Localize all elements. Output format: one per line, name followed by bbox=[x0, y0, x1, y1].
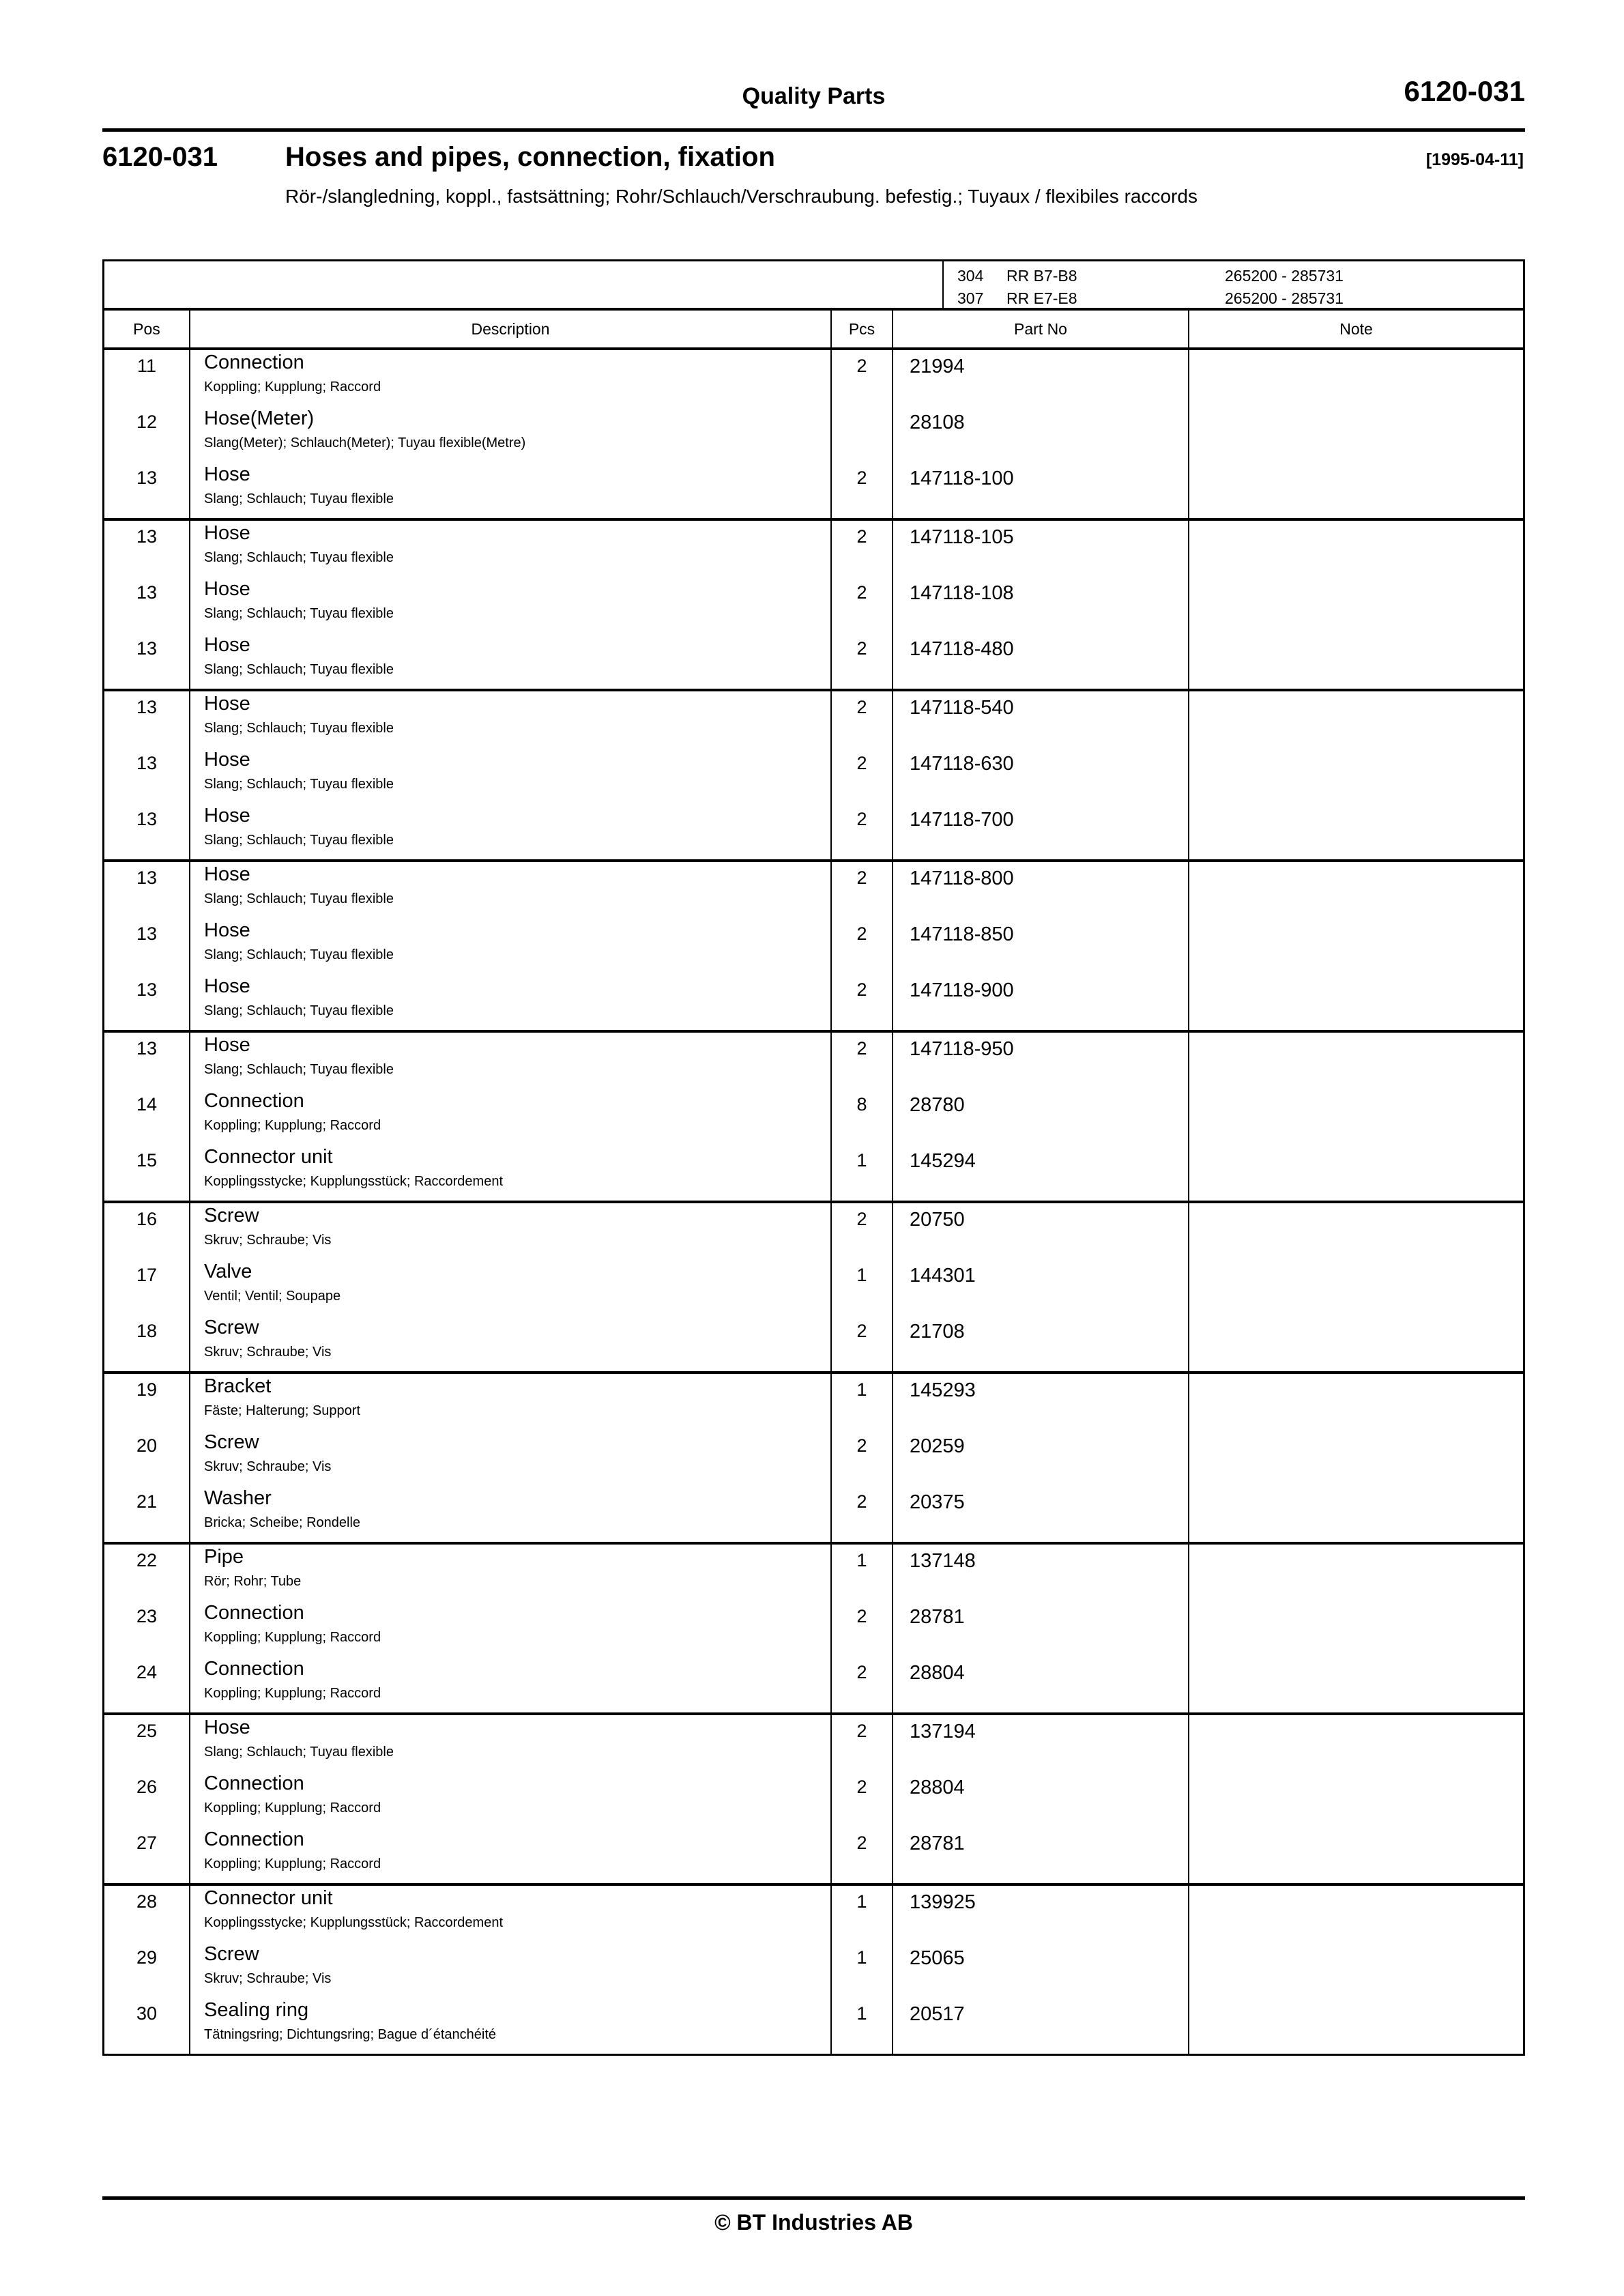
cell-part-no: 21708 bbox=[893, 1315, 1189, 1371]
part-name: Connection bbox=[204, 1828, 304, 1850]
page-title: Hoses and pipes, connection, fixation bbox=[285, 142, 775, 172]
section-number: 6120-031 bbox=[102, 142, 218, 172]
cell-pcs: 1 bbox=[832, 1942, 893, 1998]
table-row[interactable] bbox=[104, 462, 1523, 518]
cell-note bbox=[1189, 974, 1523, 1030]
subtitle-multilang: Rör-/slangledning, koppl., fastsättning; Rohr/Schlauch/Verschraubung. befestig.; Tuyaux / flexibiles raccords bbox=[285, 186, 1198, 207]
table-row[interactable] bbox=[104, 1486, 1523, 1542]
part-name-translations: Skruv; Schraube; Vis bbox=[204, 1971, 332, 1986]
part-name-translations: Slang; Schlauch; Tuyau flexible bbox=[204, 777, 394, 792]
part-name-translations: Slang; Schlauch; Tuyau flexible bbox=[204, 1062, 394, 1077]
cell-pcs: 2 bbox=[832, 1827, 893, 1883]
cell-pcs: 1 bbox=[832, 1374, 893, 1430]
part-name-translations: Slang; Schlauch; Tuyau flexible bbox=[204, 550, 394, 565]
model-code: 307 bbox=[957, 289, 984, 307]
cell-pos: 23 bbox=[104, 1601, 190, 1656]
cell-description bbox=[190, 803, 832, 859]
cell-pcs: 2 bbox=[832, 1486, 893, 1542]
cell-pos: 13 bbox=[104, 577, 190, 633]
model-serial-range: 265200 - 285731 bbox=[1225, 289, 1344, 307]
cell-note bbox=[1189, 1089, 1523, 1145]
part-name: Washer bbox=[204, 1487, 272, 1509]
cell-description bbox=[190, 747, 832, 803]
table-row[interactable] bbox=[104, 1430, 1523, 1486]
table-row[interactable] bbox=[104, 1545, 1523, 1601]
cell-description bbox=[190, 1886, 832, 1942]
cell-part-no: 21994 bbox=[893, 350, 1189, 406]
cell-part-no: 28781 bbox=[893, 1827, 1189, 1883]
cell-pos: 20 bbox=[104, 1430, 190, 1486]
part-name: Pipe bbox=[204, 1546, 244, 1568]
table-row[interactable] bbox=[104, 918, 1523, 974]
part-name-translations: Slang; Schlauch; Tuyau flexible bbox=[204, 606, 394, 621]
table-body bbox=[104, 350, 1523, 2054]
cell-pos: 14 bbox=[104, 1089, 190, 1145]
cell-pcs: 2 bbox=[832, 1715, 893, 1771]
part-name: Screw bbox=[204, 1943, 259, 1965]
part-name: Hose bbox=[204, 975, 250, 997]
part-name-translations: Skruv; Schraube; Vis bbox=[204, 1233, 332, 1248]
cell-pcs: 1 bbox=[832, 1145, 893, 1201]
cell-note bbox=[1189, 1886, 1523, 1942]
cell-description bbox=[190, 521, 832, 577]
cell-description bbox=[190, 1145, 832, 1201]
part-name-translations: Slang; Schlauch; Tuyau flexible bbox=[204, 721, 394, 736]
table-row-group bbox=[104, 862, 1523, 1033]
table-row[interactable] bbox=[104, 406, 1523, 462]
cell-pos: 30 bbox=[104, 1998, 190, 2054]
cell-pos: 12 bbox=[104, 406, 190, 462]
table-row[interactable] bbox=[104, 1315, 1523, 1371]
cell-part-no: 137194 bbox=[893, 1715, 1189, 1771]
part-name: Hose bbox=[204, 805, 250, 827]
part-name-translations: Bricka; Scheibe; Rondelle bbox=[204, 1515, 361, 1530]
cell-part-no: 147118-480 bbox=[893, 633, 1189, 689]
cell-part-no: 139925 bbox=[893, 1886, 1189, 1942]
cell-description bbox=[190, 862, 832, 918]
cell-part-no: 20750 bbox=[893, 1203, 1189, 1259]
cell-note bbox=[1189, 1203, 1523, 1259]
cell-note bbox=[1189, 406, 1523, 462]
cell-description bbox=[190, 1998, 832, 2054]
cell-pcs: 2 bbox=[832, 1430, 893, 1486]
table-row[interactable] bbox=[104, 1998, 1523, 2054]
cell-part-no: 20375 bbox=[893, 1486, 1189, 1542]
cell-part-no: 20259 bbox=[893, 1430, 1189, 1486]
table-row[interactable] bbox=[104, 1771, 1523, 1827]
cell-part-no: 147118-700 bbox=[893, 803, 1189, 859]
table-row[interactable] bbox=[104, 521, 1523, 577]
part-name: Connection bbox=[204, 1090, 304, 1112]
cell-part-no: 145294 bbox=[893, 1145, 1189, 1201]
cell-note bbox=[1189, 350, 1523, 406]
model-name: RR B7-B8 bbox=[1006, 267, 1077, 285]
cell-note bbox=[1189, 521, 1523, 577]
cell-note bbox=[1189, 1545, 1523, 1601]
part-name-translations: Ventil; Ventil; Soupape bbox=[204, 1289, 341, 1304]
cell-note bbox=[1189, 1827, 1523, 1883]
part-name: Hose(Meter) bbox=[204, 407, 315, 429]
table-row-group bbox=[104, 1886, 1523, 2054]
cell-description bbox=[190, 1942, 832, 1998]
cell-pos: 27 bbox=[104, 1827, 190, 1883]
cell-pcs: 2 bbox=[832, 974, 893, 1030]
part-name: Screw bbox=[204, 1205, 259, 1226]
revision-date: [1995-04-11] bbox=[1425, 150, 1524, 169]
part-name: Hose bbox=[204, 919, 250, 941]
part-name: Connection bbox=[204, 1602, 304, 1624]
cell-pcs: 1 bbox=[832, 1886, 893, 1942]
cell-note bbox=[1189, 862, 1523, 918]
cell-part-no: 147118-108 bbox=[893, 577, 1189, 633]
cell-pcs: 2 bbox=[832, 862, 893, 918]
cell-part-no: 147118-105 bbox=[893, 521, 1189, 577]
cell-pos: 13 bbox=[104, 803, 190, 859]
table-row[interactable] bbox=[104, 1601, 1523, 1656]
cell-description bbox=[190, 1827, 832, 1883]
cell-note bbox=[1189, 1374, 1523, 1430]
table-row-group bbox=[104, 1715, 1523, 1886]
table-row[interactable] bbox=[104, 1374, 1523, 1430]
cell-part-no: 147118-540 bbox=[893, 691, 1189, 747]
model-line bbox=[957, 265, 1344, 287]
cell-pos: 28 bbox=[104, 1886, 190, 1942]
cell-note bbox=[1189, 1942, 1523, 1998]
cell-pos: 13 bbox=[104, 462, 190, 518]
quality-parts-label: Quality Parts bbox=[742, 83, 886, 109]
cell-pcs: 1 bbox=[832, 1545, 893, 1601]
cell-note bbox=[1189, 918, 1523, 974]
header-rule bbox=[102, 128, 1525, 132]
part-name: Connection bbox=[204, 1658, 304, 1680]
cell-note bbox=[1189, 1486, 1523, 1542]
cell-note bbox=[1189, 1771, 1523, 1827]
cell-part-no: 147118-100 bbox=[893, 462, 1189, 518]
model-applicability-box bbox=[104, 261, 1523, 311]
part-name-translations: Slang; Schlauch; Tuyau flexible bbox=[204, 491, 394, 506]
cell-description bbox=[190, 1601, 832, 1656]
cell-description bbox=[190, 462, 832, 518]
table-row[interactable] bbox=[104, 1259, 1523, 1315]
part-name-translations: Slang; Schlauch; Tuyau flexible bbox=[204, 662, 394, 677]
part-name-translations: Koppling; Kupplung; Raccord bbox=[204, 1800, 381, 1816]
cell-pos: 13 bbox=[104, 862, 190, 918]
cell-description bbox=[190, 1089, 832, 1145]
cell-pos: 13 bbox=[104, 918, 190, 974]
cell-pos: 18 bbox=[104, 1315, 190, 1371]
table-header-row bbox=[104, 311, 1523, 350]
cell-description bbox=[190, 1259, 832, 1315]
part-name-translations: Slang; Schlauch; Tuyau flexible bbox=[204, 947, 394, 962]
part-name-translations: Slang; Schlauch; Tuyau flexible bbox=[204, 891, 394, 906]
cell-part-no: 147118-950 bbox=[893, 1033, 1189, 1089]
table-row[interactable] bbox=[104, 862, 1523, 918]
part-name: Valve bbox=[204, 1261, 252, 1282]
cell-note bbox=[1189, 803, 1523, 859]
parts-table bbox=[102, 259, 1525, 2056]
part-name-translations: Slang(Meter); Schlauch(Meter); Tuyau flexible(Metre) bbox=[204, 435, 526, 450]
cell-part-no: 28108 bbox=[893, 406, 1189, 462]
table-row[interactable] bbox=[104, 1033, 1523, 1089]
column-header-description: Description bbox=[190, 311, 832, 347]
cell-note bbox=[1189, 577, 1523, 633]
cell-description bbox=[190, 1486, 832, 1542]
cell-note bbox=[1189, 1315, 1523, 1371]
part-name-translations: Kopplingsstycke; Kupplungsstück; Raccordement bbox=[204, 1174, 504, 1189]
cell-pcs: 2 bbox=[832, 521, 893, 577]
table-row-group bbox=[104, 1545, 1523, 1715]
cell-description bbox=[190, 406, 832, 462]
table-row-group bbox=[104, 521, 1523, 691]
cell-description bbox=[190, 350, 832, 406]
table-row[interactable] bbox=[104, 691, 1523, 747]
cell-part-no: 147118-630 bbox=[893, 747, 1189, 803]
cell-part-no: 28780 bbox=[893, 1089, 1189, 1145]
cell-pcs: 2 bbox=[832, 1656, 893, 1712]
cell-pcs: 2 bbox=[832, 1315, 893, 1371]
cell-pos: 13 bbox=[104, 747, 190, 803]
cell-description bbox=[190, 1033, 832, 1089]
cell-pos: 13 bbox=[104, 974, 190, 1030]
cell-part-no: 20517 bbox=[893, 1998, 1189, 2054]
part-name-translations: Skruv; Schraube; Vis bbox=[204, 1459, 332, 1474]
cell-note bbox=[1189, 633, 1523, 689]
part-name-translations: Slang; Schlauch; Tuyau flexible bbox=[204, 1745, 394, 1760]
table-row-group bbox=[104, 691, 1523, 862]
model-box-divider bbox=[942, 261, 944, 308]
cell-pos: 24 bbox=[104, 1656, 190, 1712]
cell-pos: 17 bbox=[104, 1259, 190, 1315]
part-name-translations: Koppling; Kupplung; Raccord bbox=[204, 1630, 381, 1645]
table-row-group bbox=[104, 1374, 1523, 1545]
model-serial-range: 265200 - 285731 bbox=[1225, 267, 1344, 285]
cell-note bbox=[1189, 1715, 1523, 1771]
part-name-translations: Koppling; Kupplung; Raccord bbox=[204, 379, 381, 394]
cell-part-no: 147118-800 bbox=[893, 862, 1189, 918]
cell-description bbox=[190, 1430, 832, 1486]
table-row[interactable] bbox=[104, 1715, 1523, 1771]
cell-pos: 25 bbox=[104, 1715, 190, 1771]
cell-pcs: 2 bbox=[832, 1771, 893, 1827]
cell-pos: 16 bbox=[104, 1203, 190, 1259]
table-row-group bbox=[104, 1033, 1523, 1203]
part-name: Hose bbox=[204, 1034, 250, 1056]
cell-note bbox=[1189, 1430, 1523, 1486]
model-code: 304 bbox=[957, 267, 984, 285]
table-row[interactable] bbox=[104, 1827, 1523, 1883]
cell-description bbox=[190, 1374, 832, 1430]
title-block bbox=[102, 142, 1525, 207]
part-name-translations: Koppling; Kupplung; Raccord bbox=[204, 1118, 381, 1133]
table-row[interactable] bbox=[104, 1145, 1523, 1201]
part-name: Connection bbox=[204, 1773, 304, 1794]
cell-part-no: 147118-850 bbox=[893, 918, 1189, 974]
model-list bbox=[957, 265, 1344, 309]
part-name-translations: Koppling; Kupplung; Raccord bbox=[204, 1686, 381, 1701]
cell-pcs: 2 bbox=[832, 918, 893, 974]
cell-pcs: 1 bbox=[832, 1998, 893, 2054]
copyright-footer: © BT Industries AB bbox=[714, 2210, 913, 2235]
part-name: Hose bbox=[204, 522, 250, 544]
cell-pos: 13 bbox=[104, 691, 190, 747]
cell-pcs: 8 bbox=[832, 1089, 893, 1145]
part-name: Connector unit bbox=[204, 1887, 333, 1909]
document-number-header: 6120-031 bbox=[1404, 75, 1525, 107]
table-row[interactable] bbox=[104, 974, 1523, 1030]
part-name: Hose bbox=[204, 863, 250, 885]
cell-part-no: 28804 bbox=[893, 1771, 1189, 1827]
part-name: Screw bbox=[204, 1317, 259, 1338]
part-name: Hose bbox=[204, 749, 250, 771]
table-row-group bbox=[104, 350, 1523, 521]
cell-description bbox=[190, 577, 832, 633]
cell-description bbox=[190, 1656, 832, 1712]
cell-pcs: 2 bbox=[832, 462, 893, 518]
cell-pcs: 2 bbox=[832, 1033, 893, 1089]
cell-pcs: 2 bbox=[832, 350, 893, 406]
cell-part-no: 145293 bbox=[893, 1374, 1189, 1430]
part-name-translations: Tätningsring; Dichtungsring; Bague d´étanchéité bbox=[204, 2027, 497, 2042]
part-name: Hose bbox=[204, 1717, 250, 1738]
part-name: Hose bbox=[204, 463, 250, 485]
cell-pcs: 2 bbox=[832, 577, 893, 633]
cell-pos: 21 bbox=[104, 1486, 190, 1542]
cell-pcs: 2 bbox=[832, 747, 893, 803]
cell-pcs: 2 bbox=[832, 803, 893, 859]
column-header-pcs: Pcs bbox=[832, 311, 893, 347]
cell-part-no: 28804 bbox=[893, 1656, 1189, 1712]
part-name-translations: Fäste; Halterung; Support bbox=[204, 1403, 361, 1418]
cell-pos: 15 bbox=[104, 1145, 190, 1201]
cell-note bbox=[1189, 691, 1523, 747]
table-row[interactable] bbox=[104, 1203, 1523, 1259]
model-line bbox=[957, 287, 1344, 310]
cell-pcs bbox=[832, 406, 893, 462]
cell-note bbox=[1189, 1601, 1523, 1656]
part-name: Connection bbox=[204, 351, 304, 373]
cell-pos: 13 bbox=[104, 1033, 190, 1089]
column-header-note: Note bbox=[1339, 319, 1373, 338]
cell-pos: 29 bbox=[104, 1942, 190, 1998]
cell-part-no: 25065 bbox=[893, 1942, 1189, 1998]
cell-note bbox=[1189, 1656, 1523, 1712]
cell-pos: 19 bbox=[104, 1374, 190, 1430]
part-name-translations: Rör; Rohr; Tube bbox=[204, 1574, 302, 1589]
column-header-part-no: Part No bbox=[893, 311, 1189, 347]
cell-description bbox=[190, 633, 832, 689]
part-name: Connector unit bbox=[204, 1146, 333, 1168]
cell-note bbox=[1189, 1998, 1523, 2054]
part-name-translations: Slang; Schlauch; Tuyau flexible bbox=[204, 1003, 394, 1018]
cell-description bbox=[190, 1315, 832, 1371]
part-name: Hose bbox=[204, 578, 250, 600]
cell-note bbox=[1189, 1259, 1523, 1315]
cell-part-no: 28781 bbox=[893, 1601, 1189, 1656]
table-row-group bbox=[104, 1203, 1523, 1374]
cell-pos: 13 bbox=[104, 633, 190, 689]
cell-description bbox=[190, 1715, 832, 1771]
table-row[interactable] bbox=[104, 1886, 1523, 1942]
part-name: Hose bbox=[204, 693, 250, 715]
cell-part-no: 137148 bbox=[893, 1545, 1189, 1601]
cell-note bbox=[1189, 1033, 1523, 1089]
table-row[interactable] bbox=[104, 1089, 1523, 1145]
table-row[interactable] bbox=[104, 633, 1523, 689]
cell-note bbox=[1189, 1145, 1523, 1201]
cell-pcs: 2 bbox=[832, 1601, 893, 1656]
part-name-translations: Kopplingsstycke; Kupplungsstück; Raccordement bbox=[204, 1915, 504, 1930]
cell-pcs: 2 bbox=[832, 1203, 893, 1259]
cell-part-no: 144301 bbox=[893, 1259, 1189, 1315]
table-row[interactable] bbox=[104, 1942, 1523, 1998]
cell-note bbox=[1189, 462, 1523, 518]
part-name: Sealing ring bbox=[204, 1999, 309, 2021]
part-name-translations: Slang; Schlauch; Tuyau flexible bbox=[204, 833, 394, 848]
cell-description bbox=[190, 918, 832, 974]
cell-description bbox=[190, 691, 832, 747]
cell-description bbox=[190, 1203, 832, 1259]
table-row[interactable] bbox=[104, 803, 1523, 859]
part-name-translations: Skruv; Schraube; Vis bbox=[204, 1345, 332, 1360]
table-row[interactable] bbox=[104, 1656, 1523, 1712]
table-row[interactable] bbox=[104, 350, 1523, 406]
cell-pos: 26 bbox=[104, 1771, 190, 1827]
table-row[interactable] bbox=[104, 577, 1523, 633]
cell-note bbox=[1189, 747, 1523, 803]
cell-pcs: 1 bbox=[832, 1259, 893, 1315]
cell-description bbox=[190, 974, 832, 1030]
part-name: Screw bbox=[204, 1431, 259, 1453]
part-name: Bracket bbox=[204, 1375, 272, 1397]
cell-pos: 11 bbox=[104, 350, 190, 406]
cell-description bbox=[190, 1771, 832, 1827]
cell-pos: 22 bbox=[104, 1545, 190, 1601]
cell-pcs: 2 bbox=[832, 633, 893, 689]
cell-pos: 13 bbox=[104, 521, 190, 577]
footer-rule bbox=[102, 2196, 1525, 2200]
page-header bbox=[102, 75, 1525, 123]
table-row[interactable] bbox=[104, 747, 1523, 803]
part-name-translations: Koppling; Kupplung; Raccord bbox=[204, 1856, 381, 1871]
cell-part-no: 147118-900 bbox=[893, 974, 1189, 1030]
part-name: Hose bbox=[204, 634, 250, 656]
cell-description bbox=[190, 1545, 832, 1601]
column-header-pos: Pos bbox=[104, 311, 190, 347]
model-name: RR E7-E8 bbox=[1006, 289, 1077, 307]
cell-pcs: 2 bbox=[832, 691, 893, 747]
